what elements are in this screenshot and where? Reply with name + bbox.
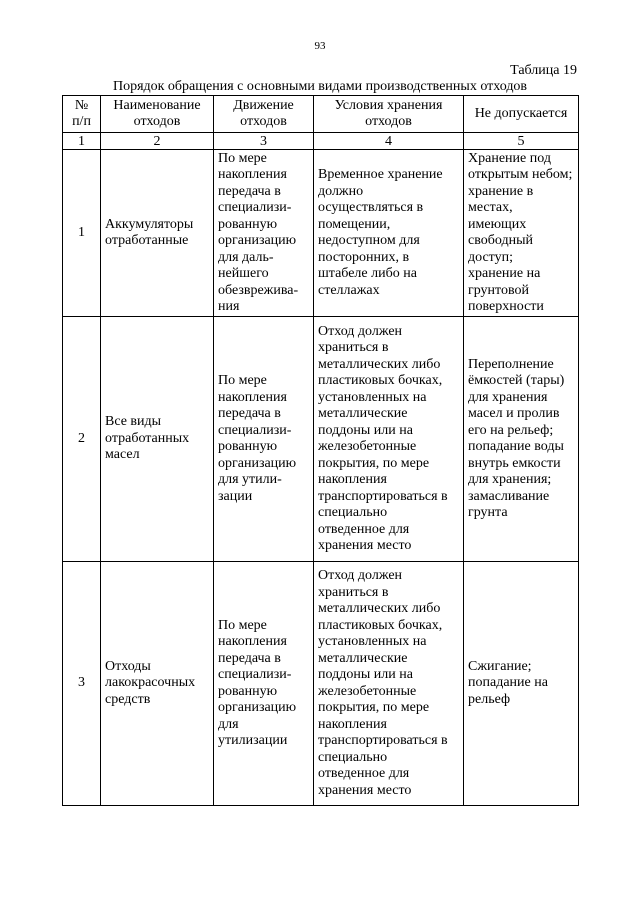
waste-movement: По мере накопления передача в специализи- рованную организацию для утилизации [214,562,314,806]
column-number: 2 [101,133,214,150]
prohibited-actions: Сжигание; попадание на рельеф [464,562,579,806]
waste-handling-table [62,95,579,806]
column-number: 3 [214,133,314,150]
column-number: 4 [314,133,464,150]
table-header-row [63,96,579,133]
header-prohibited: Не допускается [464,96,579,133]
waste-name: Аккумуляторы отработанные [101,150,214,317]
page-number: 93 [314,40,326,52]
waste-name: Отходы лакокрасочных средств [101,562,214,806]
storage-conditions: Отход должен храниться в металлических либо пластиковых бочках, установленных на металлические поддоны или на железобетонные покрытия, по мере накопления транспортироваться в специально отведенное для хранения место [314,562,464,806]
prohibited-actions: Хранение под открытым небом; хранение в местах, имеющих свободный доступ; хранение на грунтовой поверхности [464,150,579,317]
waste-movement: По мере накопления передача в специализи- рованную организацию для утили- зации [214,317,314,562]
column-number: 5 [464,133,579,150]
prohibited-actions: Переполнение ёмкостей (тары) для хранения масел и пролив его на рельеф; попадание воды внутрь емкости для хранения; замасливание грунта [464,317,579,562]
header-name: Наименование отходов [101,96,214,133]
storage-conditions: Отход должен храниться в металлических либо пластиковых бочках, установленных на металлические поддоны или на железобетонные покрытия, по мере накопления транспортироваться в специально отведенное для хранения место [314,317,464,562]
header-number: № п/п [63,96,101,133]
table-row [63,317,579,562]
header-movement: Движение отходов [214,96,314,133]
column-number: 1 [63,133,101,150]
waste-name: Все виды отработанных масел [101,317,214,562]
table-label: Таблица 19 [510,63,577,78]
column-number-row [63,133,579,150]
row-number: 1 [63,150,101,317]
row-number: 2 [63,317,101,562]
table-title: Порядок обращения с основными видами производственных отходов [112,79,528,94]
table-row [63,150,579,317]
table-row [63,562,579,806]
header-storage: Условия хранения отходов [314,96,464,133]
waste-movement: По мере накопления передача в специализи- рованную организацию для даль- нейшего обезврежива- ния [214,150,314,317]
storage-conditions: Временное хранение должно осуществляться в помещении, недоступном для посторонних, в штабеле либо на стеллажах [314,150,464,317]
row-number: 3 [63,562,101,806]
